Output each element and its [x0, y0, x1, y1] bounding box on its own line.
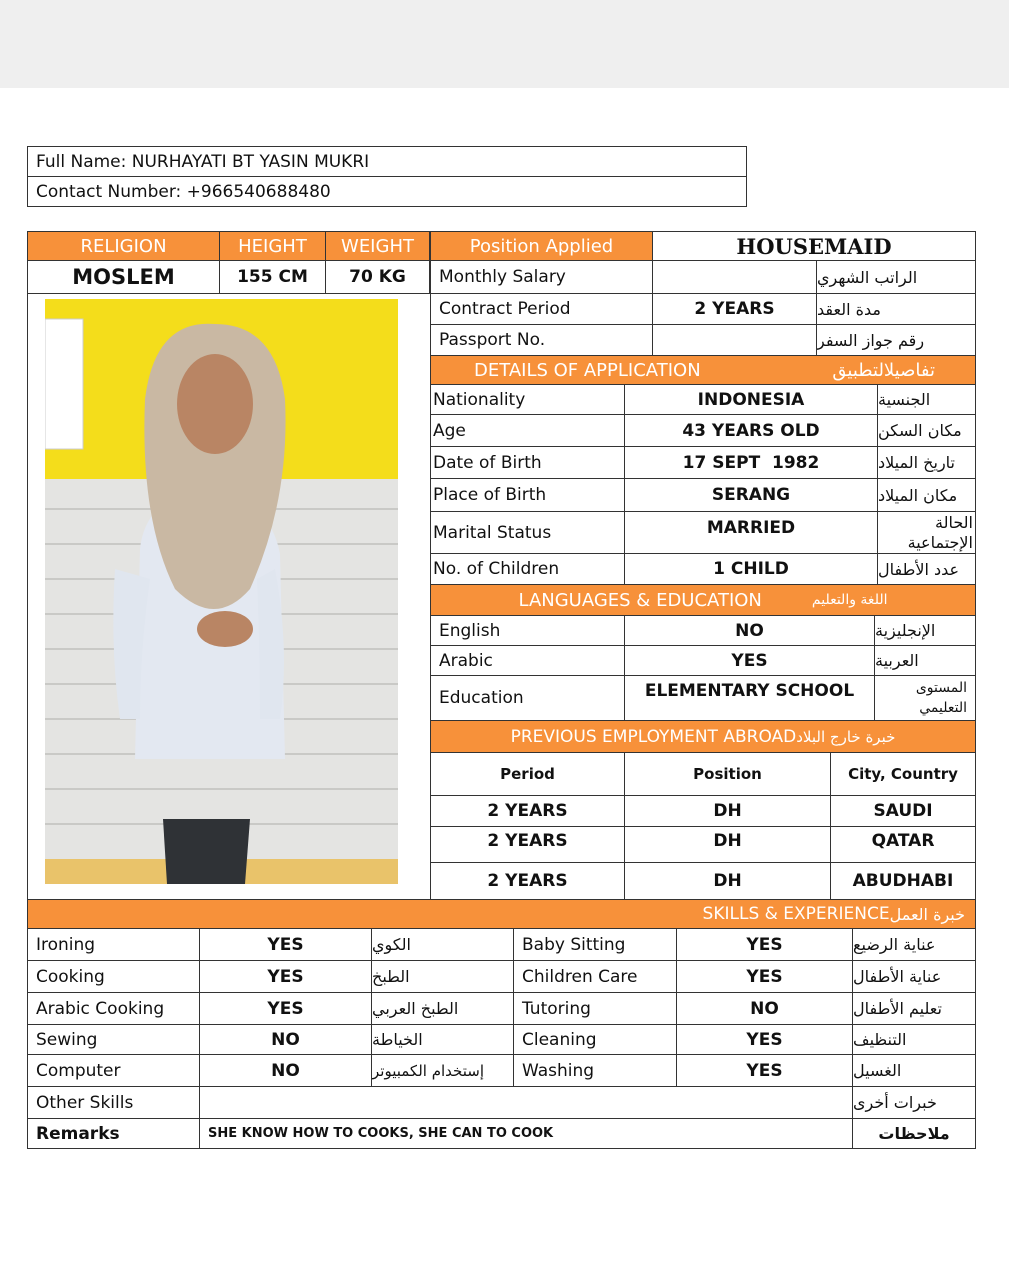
languages-title-arabic: اللغة والتعليم — [811, 592, 888, 608]
salary-value — [652, 260, 817, 294]
marital-label: Marital Status — [430, 511, 625, 554]
skills-title-arabic: خبرة العمل — [889, 904, 965, 924]
skill-arabic: الطبخ — [371, 960, 514, 993]
marital-value: MARRIED — [624, 511, 878, 554]
nationality-label: Nationality — [430, 384, 625, 415]
marital-arabic: الحالة الإجتماعية — [877, 511, 976, 554]
skill-arabic: الطبخ العربي — [371, 992, 514, 1025]
skill-label: Tutoring — [513, 992, 677, 1025]
education-arabic: المستوى التعليمي — [874, 675, 976, 721]
skills-header — [27, 899, 976, 929]
contract-value: 2 YEARS — [652, 293, 817, 325]
skill-arabic: تعليم الأطفال — [852, 992, 976, 1025]
salary-label: Monthly Salary — [430, 260, 653, 294]
skill-label: Cooking — [27, 960, 200, 993]
pob-label: Place of Birth — [430, 478, 625, 512]
position-applied-value: HOUSEMAID — [652, 231, 976, 261]
applicant-photo — [45, 299, 398, 884]
employment-row-city: ABUDHABI — [830, 862, 976, 900]
other-skills-arabic: خبرات أخرى — [852, 1086, 976, 1119]
skills-title: SKILLS & EXPERIENCE — [702, 904, 890, 924]
weight-value: 70 KG — [325, 260, 430, 294]
skill-label: Children Care — [513, 960, 677, 993]
contract-label: Contract Period — [430, 293, 653, 325]
education-value: ELEMENTARY SCHOOL — [624, 675, 875, 721]
education-label: Education — [430, 675, 625, 721]
skill-arabic: الغسيل — [852, 1054, 976, 1087]
passport-label: Passport No. — [430, 324, 653, 356]
employment-row-position: DH — [624, 795, 831, 827]
pob-value: SERANG — [624, 478, 878, 512]
details-title: DETAILS OF APPLICATION — [474, 359, 701, 381]
skill-label: Computer — [27, 1054, 200, 1087]
passport-arabic: رقم جواز السفر — [816, 324, 976, 356]
remarks-label: Remarks — [27, 1118, 200, 1149]
english-label: English — [430, 615, 625, 646]
skill-label: Ironing — [27, 928, 200, 961]
skill-value: YES — [676, 960, 853, 993]
employment-col-position: Position — [624, 752, 831, 796]
english-value: NO — [624, 615, 875, 646]
skill-label: Cleaning — [513, 1024, 677, 1055]
skill-label: Baby Sitting — [513, 928, 677, 961]
dob-label: Date of Birth — [430, 446, 625, 479]
full-name: Full Name: NURHAYATI BT YASIN MUKRI — [27, 146, 747, 177]
skill-value: NO — [199, 1054, 372, 1087]
skill-arabic: عناية الرضيع — [852, 928, 976, 961]
dob-value: 17 SEPT 1982 — [624, 446, 878, 479]
employment-header — [430, 720, 976, 753]
skill-arabic: الكوي — [371, 928, 514, 961]
religion-value: MOSLEM — [27, 260, 220, 294]
arabic-label: Arabic — [430, 645, 625, 676]
employment-row-city: QATAR — [830, 826, 976, 863]
salary-arabic: الراتب الشهري — [816, 260, 976, 294]
employment-row-city: SAUDI — [830, 795, 976, 827]
employment-title: PREVIOUS EMPLOYMENT ABROAD — [510, 726, 797, 747]
employment-col-period: Period — [430, 752, 625, 796]
skill-arabic: الخياطة — [371, 1024, 514, 1055]
languages-header — [430, 584, 976, 616]
details-header — [430, 355, 976, 385]
skill-label: Washing — [513, 1054, 677, 1087]
remarks-arabic: ملاحظات — [852, 1118, 976, 1149]
nationality-value: INDONESIA — [624, 384, 878, 415]
skill-value: NO — [199, 1024, 372, 1055]
employment-row-period: 2 YEARS — [430, 826, 625, 863]
skill-arabic: إستخدام الكمبيوتر — [371, 1054, 514, 1087]
skill-value: YES — [199, 992, 372, 1025]
passport-value — [652, 324, 817, 356]
arabic-value: YES — [624, 645, 875, 676]
english-arabic: الإنجليزية — [874, 615, 976, 646]
height-value: 155 CM — [219, 260, 326, 294]
age-arabic: مكان السكن — [877, 414, 976, 447]
age-value: 43 YEARS OLD — [624, 414, 878, 447]
skill-label: Arabic Cooking — [27, 992, 200, 1025]
employment-row-position: DH — [624, 862, 831, 900]
height-label: HEIGHT — [219, 231, 326, 261]
skill-value: YES — [676, 1024, 853, 1055]
other-skills-value — [199, 1086, 853, 1119]
position-applied-label: Position Applied — [430, 231, 653, 261]
remarks-value: SHE KNOW HOW TO COOKS, SHE CAN TO COOK — [199, 1118, 853, 1149]
arabic-arabic: العربية — [874, 645, 976, 676]
children-value: 1 CHILD — [624, 553, 878, 585]
children-label: No. of Children — [430, 553, 625, 585]
skill-value: YES — [199, 960, 372, 993]
top-bar — [0, 0, 1009, 88]
age-label: Age — [430, 414, 625, 447]
religion-label: RELIGION — [27, 231, 220, 261]
employment-row-period: 2 YEARS — [430, 862, 625, 900]
children-arabic: عدد الأطفال — [877, 553, 976, 585]
dob-arabic: تاريخ الميلاد — [877, 446, 976, 479]
languages-title: LANGUAGES & EDUCATION — [518, 589, 762, 611]
contact-number: Contact Number: +966540688480 — [27, 176, 747, 207]
weight-label: WEIGHT — [325, 231, 430, 261]
employment-row-period: 2 YEARS — [430, 795, 625, 827]
skill-arabic: التنظيف — [852, 1024, 976, 1055]
employment-row-position: DH — [624, 826, 831, 863]
skill-arabic: عناية الأطفال — [852, 960, 976, 993]
skill-value: YES — [676, 928, 853, 961]
contract-arabic: مدة العقد — [816, 293, 976, 325]
skill-label: Sewing — [27, 1024, 200, 1055]
pob-arabic: مكان الميلاد — [877, 478, 976, 512]
employment-title-arabic: خبرة خارج البلاد — [796, 727, 896, 746]
nationality-arabic: الجنسية — [877, 384, 976, 415]
details-title-arabic: تفاصيلالتطبيق — [832, 359, 935, 381]
employment-col-city: City, Country — [830, 752, 976, 796]
other-skills-label: Other Skills — [27, 1086, 200, 1119]
skill-value: YES — [199, 928, 372, 961]
skill-value: NO — [676, 992, 853, 1025]
skill-value: YES — [676, 1054, 853, 1087]
